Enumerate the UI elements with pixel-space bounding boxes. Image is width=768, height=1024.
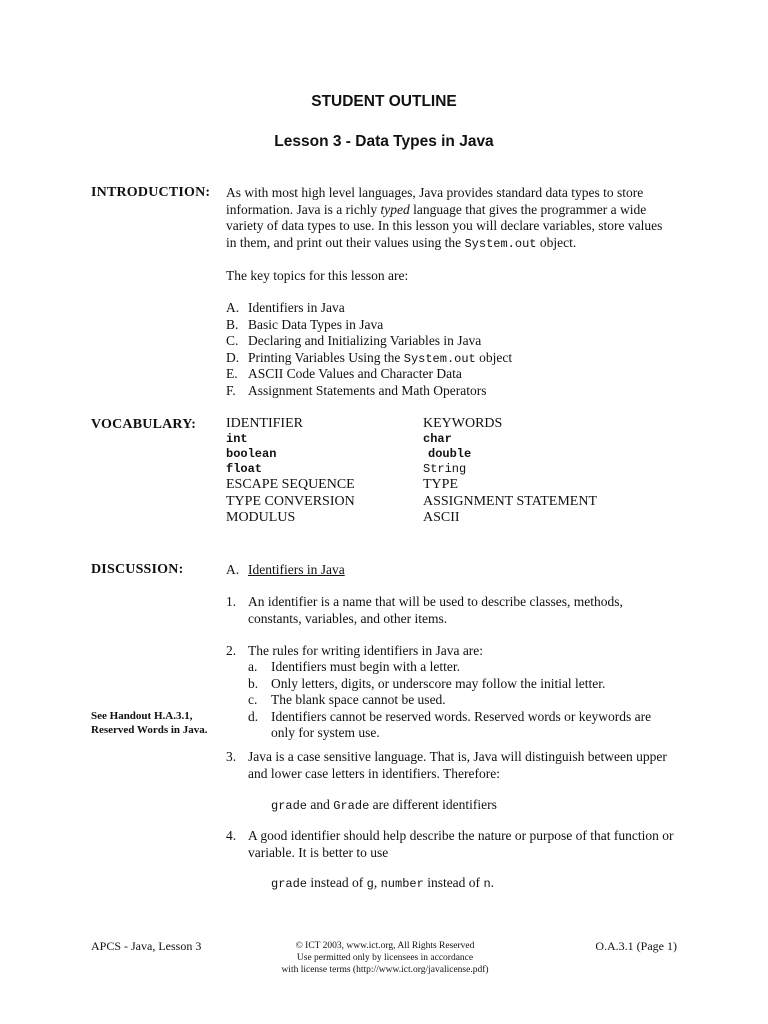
topic-text-after: object xyxy=(475,349,513,365)
topic-text: Printing Variables Using the xyxy=(248,349,404,365)
example-code: Grade xyxy=(333,799,370,813)
rule-letter: d. xyxy=(248,708,259,724)
vocab-double: double xyxy=(428,447,472,461)
example-text: instead of xyxy=(423,875,484,890)
topic-item xyxy=(226,300,686,317)
example-text: , xyxy=(373,875,381,890)
item-3-text: Java is a case sensitive language. That is, Java will distinguish between upper and lower case letters in identifiers. Therefore: xyxy=(248,749,667,781)
vocab-string: String xyxy=(423,462,467,476)
intro-text-1: As with most high level languages, Java provides standard data types to store information. Java is a richly xyxy=(226,185,644,217)
example-text: and xyxy=(307,797,334,812)
lesson-title: Lesson 3 - Data Types in Java xyxy=(274,133,494,150)
topic-text: Assignment Statements and Math Operators xyxy=(248,382,487,398)
side-note: See Handout H.A.3.1, Reserved Words in Java. xyxy=(91,710,208,736)
vocab-keywords: KEYWORDS xyxy=(423,416,503,431)
topic-item xyxy=(226,366,686,383)
rule-text: The blank space cannot be used. xyxy=(271,692,446,707)
rule-item xyxy=(248,692,678,709)
section-title: Identifiers in Java xyxy=(248,562,345,577)
intro-code: System.out xyxy=(464,236,537,251)
item-number: 1. xyxy=(226,594,237,609)
introduction-paragraph xyxy=(226,185,676,252)
footer-copyright: © ICT 2003, www.ict.org, All Rights Reserved xyxy=(295,941,475,951)
topic-code: System.out xyxy=(403,351,476,366)
rules-list xyxy=(248,659,678,742)
topic-text: Identifiers in Java xyxy=(248,300,345,315)
topic-item xyxy=(226,333,686,350)
vocab-modulus: MODULUS xyxy=(226,510,296,525)
vocab-type: TYPE xyxy=(423,477,458,492)
vocab-assignment-statement: ASSIGNMENT STATEMENT xyxy=(423,493,598,509)
footer-page-number: O.A.3.1 (Page 1) xyxy=(595,939,677,953)
example-text: instead of xyxy=(307,875,367,890)
vocabulary-label: VOCABULARY: xyxy=(91,417,197,432)
vocab-boolean: boolean xyxy=(226,447,277,461)
topic-letter: F. xyxy=(226,382,236,398)
rule-letter: c. xyxy=(248,692,258,707)
vocab-int: int xyxy=(226,432,248,446)
intro-typed-word: typed xyxy=(380,201,410,217)
rule-text: Only letters, digits, or underscore may follow the initial letter. xyxy=(271,675,606,691)
example-2 xyxy=(271,875,494,891)
example-code: n xyxy=(483,877,491,891)
section-heading xyxy=(226,562,345,578)
vocabulary-column-1 xyxy=(226,416,355,527)
example-code: grade xyxy=(271,877,308,891)
topic-letter: E. xyxy=(226,366,238,381)
key-topics-intro: The key topics for this lesson are: xyxy=(226,268,409,283)
rule-text: Identifiers must begin with a letter. xyxy=(271,659,460,674)
item-4-text: A good identifier should help describe the nature or purpose of that function or variable. It is better to use xyxy=(248,828,674,860)
topic-item xyxy=(226,317,686,334)
section-letter: A. xyxy=(226,562,240,577)
footer-license-line: Use permitted only by licensees in accordance xyxy=(296,953,474,963)
intro-text-3: object. xyxy=(536,234,577,250)
example-text: are different identifiers xyxy=(369,797,497,812)
vocab-identifier: IDENTIFIER xyxy=(226,416,303,431)
vocabulary-column-2 xyxy=(423,416,597,527)
topic-text: Declaring and Initializing Variables in Java xyxy=(248,333,482,348)
example-code: grade xyxy=(271,799,308,813)
rule-text: Identifiers cannot be reserved words. Reserved words or keywords are only for system use. xyxy=(271,708,652,740)
example-code: number xyxy=(380,877,424,891)
topic-item xyxy=(226,350,686,367)
item-number: 3. xyxy=(226,749,237,764)
footer-license-url: with license terms (http://www.ict.org/javalicense.pdf) xyxy=(281,965,489,975)
topic-letter: B. xyxy=(226,316,239,332)
item-number: 2. xyxy=(226,643,237,658)
topic-letter: C. xyxy=(226,333,239,348)
topics-list xyxy=(226,300,686,399)
item-1-text: An identifier is a name that will be used to describe classes, methods, constants, variables, and other items. xyxy=(248,594,623,626)
vocab-float: float xyxy=(226,462,263,476)
page-title: STUDENT OUTLINE xyxy=(311,93,457,110)
topic-item xyxy=(226,383,686,400)
vocab-escape-sequence: ESCAPE SEQUENCE xyxy=(226,477,355,492)
footer-center xyxy=(260,940,510,976)
rule-letter: b. xyxy=(248,675,259,691)
footer-left: APCS - Java, Lesson 3 xyxy=(91,939,202,953)
introduction-label: INTRODUCTION: xyxy=(91,185,211,200)
topic-text: ASCII Code Values and Character Data xyxy=(248,366,462,381)
vocab-char: char xyxy=(423,432,452,446)
topic-letter: A. xyxy=(226,300,240,315)
rule-item xyxy=(248,676,678,693)
example-code: g xyxy=(366,877,374,891)
topic-text: Basic Data Types in Java xyxy=(248,316,384,332)
discussion-label: DISCUSSION: xyxy=(91,562,184,577)
rule-letter: a. xyxy=(248,659,258,674)
rule-item xyxy=(248,709,678,742)
rule-item xyxy=(248,659,678,676)
intro-text-2: language that gives the programmer a wide variety of data types to use. In this lesson you will declare variables, store values in them, and print out their values using the xyxy=(226,201,663,250)
vocab-ascii: ASCII xyxy=(423,510,460,525)
item-2-text: The rules for writing identifiers in Java are: xyxy=(248,643,484,658)
example-text: . xyxy=(490,875,495,890)
vocab-type-conversion: TYPE CONVERSION xyxy=(226,493,355,509)
topic-letter: D. xyxy=(226,349,240,365)
example-1 xyxy=(271,797,497,813)
item-number: 4. xyxy=(226,828,237,843)
